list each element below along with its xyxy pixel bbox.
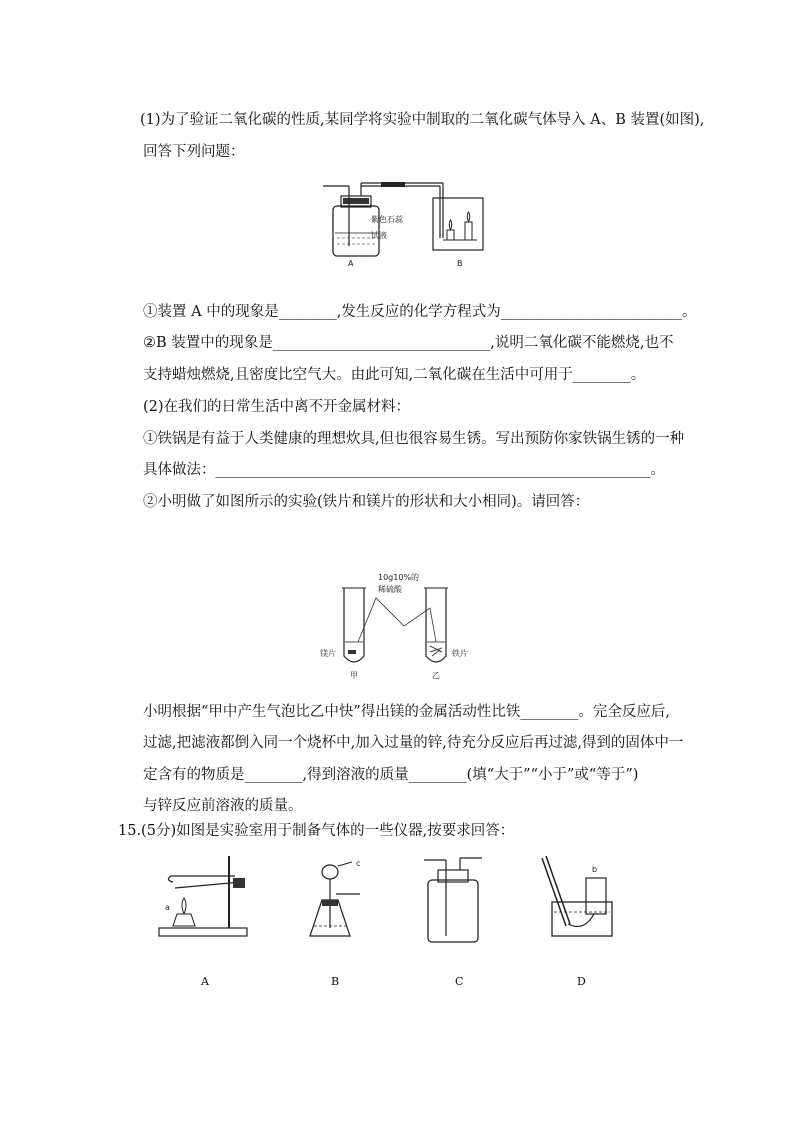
question-15: 15.(5分)如图是实验室用于制备气体的一些仪器,按要求回答： [118,823,515,839]
apparatus-label-b: B [331,975,340,988]
apparatus-b-figure [300,852,380,942]
apparatus-label-d: D [577,975,586,988]
apparatus-d-figure [538,852,618,942]
tube-yi-label: 乙 [432,671,440,680]
apparatus-c-figure [418,852,488,947]
litmus-label: 紫色石蕊 [371,215,403,224]
q-part2-1: ①铁锅是有益于人类健康的理想炊具,但也很容易生锈。写出预防你家铁锅生锈的一种 [143,431,685,447]
litmus-label-2: 试液 [371,231,387,240]
apparatus-a-figure [155,852,255,942]
q-part2-1-cont: 具体做法：____________________________________________________________。 [143,462,665,478]
q-part1-1: ①装置 A 中的现象是________,发生反应的化学方程式为_________________________。 [143,304,697,320]
mark-b: b [592,865,598,874]
tube-jia-label: 甲 [350,671,358,680]
apparatus-b-label: B [457,259,463,268]
mark-c: c [356,859,361,868]
acid-label-1: 10g10%的 [378,573,420,582]
mg-label: 镁片 [320,649,336,658]
q-part2-2-d: 与锌反应前溶液的质量。 [143,798,303,814]
q-part1-intro-cont: 回答下列问题： [143,144,245,160]
apparatus-a-label: A [348,259,354,268]
co2-apparatus-figure [315,178,495,270]
acid-label-2: 稀硫酸 [378,585,402,594]
q-part2-2-a: 小明根据“甲中产生气泡比乙中快”得出镁的金属活动性比铁________。完全反应后, [143,704,670,720]
mark-a: a [165,903,170,912]
q-part2-2-c: 定含有的物质是________,得到溶液的质量________(填“大于”“小于”或“等于”) [143,767,639,783]
metal-reaction-figure [318,568,478,684]
q-part1-2-cont: 支持蜡烛燃烧,且密度比空气大。由此可知,二氧化碳在生活中可用于________。 [143,367,646,383]
q-part1-2: ②B 装置中的现象是______________________________,说明二氧化碳不能燃烧,也不 [143,335,674,351]
q-part1-intro: (1)为了验证二氧化碳的性质,某同学将实验中制取的二氧化碳气体导入 A、B 装置(如图), [140,112,705,128]
q-part2-2: ②小明做了如图所示的实验(铁片和镁片的形状和大小相同)。请回答： [143,494,590,510]
apparatus-label-c: C [455,975,464,988]
q-part2-2-b: 过滤,把滤液都倒入同一个烧杯中,加入过量的锌,待充分反应后再过滤,得到的固体中一 [143,735,684,751]
apparatus-label-a: A [201,975,209,988]
fe-label: 铁片 [452,649,468,658]
q-part2-intro: (2)在我们的日常生活中离不开金属材料： [143,399,411,415]
